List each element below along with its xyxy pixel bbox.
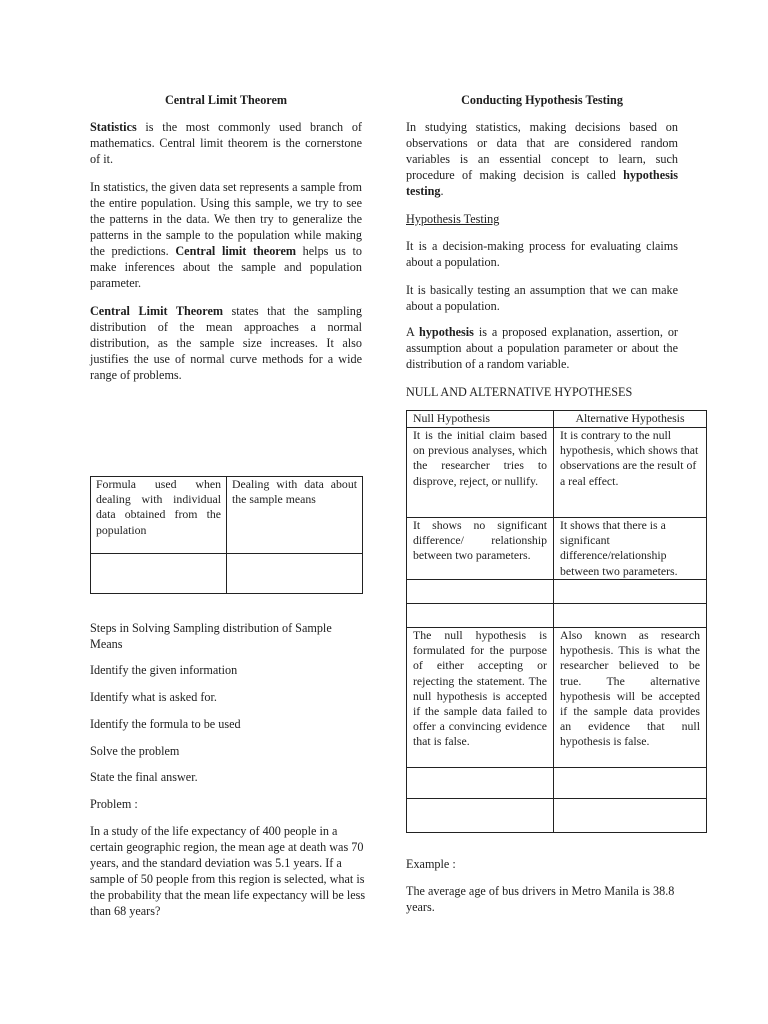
table-cell-null: The null hypothesis is formulated for the purpose of either accepting or rejecting the statement. The null hypothesis is accepted if the sample data failed to offer a convincing evidence that is false. [407,628,554,768]
table-cell-alternative [554,768,707,799]
step-item: Identify the given information [90,663,238,677]
step-item: Identify the formula to be used [90,717,241,731]
null-alt-heading: NULL AND ALTERNATIVE HYPOTHESES [406,385,633,399]
hypothesis-paragraph-4 [406,324,678,372]
table-cell-null: It shows no significant difference/ relationship between two parameters. [407,518,554,580]
hypothesis-paragraph-4-tail: is a proposed explanation, assertion, or assumption about a population parameter or about the distribution of a random variable. [406,325,678,371]
table-cell-alternative [554,604,707,628]
null-hypothesis-header: Null Hypothesis [407,411,554,428]
table-cell-null [407,580,554,604]
clt-title: Central Limit Theorem [164,93,288,107]
formula-table-cell [227,554,363,594]
hypothesis-paragraph-4-text: A [406,325,420,339]
clt-definition-term: Central Limit Theorem [90,304,224,318]
hypothesis-paragraph-1 [406,119,678,199]
clt-paragraph-1-text: is the most commonly used branch of mathematics. Central limit theorem is the cornerstone of it. [90,120,362,166]
clt-paragraph-3-text: states that the sampling distribution of the mean approaches a normal distribution, as the sample size increases. It also justifies the use of normal curve methods for a wide range of problems. [90,304,362,382]
hypothesis-testing-term: hypothesis testing [406,168,678,198]
problem-label: Problem : [90,797,138,811]
step-item: State the final answer. [90,770,198,784]
clt-term: Central limit theorem [175,244,297,258]
hypothesis-paragraph-2: It is a decision-making process for evaluating claims about a population. [406,239,678,269]
step-item: Solve the problem [90,744,180,758]
alternative-hypothesis-header: Alternative Hypothesis [554,411,707,428]
formula-table [90,476,363,594]
formula-table-header-population: Formula used when dealing with individual data obtained from the population [91,477,227,554]
example-text: The average age of bus drivers in Metro Manila is 38.8 years. [406,884,675,914]
table-cell-alternative [554,799,707,833]
formula-table-header-sample-means: Dealing with data about the sample means [227,477,363,554]
table-cell-null [407,799,554,833]
example-label: Example : [406,857,456,871]
step-item: Identify what is asked for. [90,690,217,704]
hypothesis-paragraph-1-text: In studying statistics, making decisions based on observations or data that are considered random variables is an essential concept to learn, such procedure of making decision is called [406,120,678,182]
statistics-term: Statistics [90,120,137,134]
formula-table-cell [91,554,227,594]
table-cell-alternative: It shows that there is a significant difference/relationship between two parameters. [554,518,707,580]
hypotheses-table [406,410,707,833]
problem-text: In a study of the life expectancy of 400 people in a certain geographic region, the mean age at death was 70 years, and the standard deviation was 5.1 years. If a sample of 50 people from this region is selected, what is the probability that the mean life expectancy will be less than 68 years? [90,824,366,918]
table-cell-null [407,768,554,799]
table-cell-alternative: It is contrary to the null hypothesis, which shows that observations are the result of a real effect. [554,428,707,518]
hypothesis-term: hypothesis [419,325,474,339]
hypothesis-paragraph-1-tail: . [440,184,444,198]
clt-paragraph-2-text: In statistics, the given data set represents a sample from the entire population. Using this sample, we try to see the patterns in the data. We then try to generalize the patterns in the sample to the population while making the predictions. [90,180,362,258]
table-cell-null [407,604,554,628]
clt-paragraph-1 [90,119,362,167]
hypothesis-paragraph-3: It is basically testing an assumption that we can make about a population. [406,283,678,313]
steps-title: Steps in Solving Sampling distribution of Sample Means [90,621,332,651]
hypothesis-testing-subheading: Hypothesis Testing [406,212,500,226]
clt-paragraph-3 [90,303,362,383]
clt-paragraph-2-tail: helps us to make inferences about the sample and population parameter. [90,244,362,290]
hypothesis-title: Conducting Hypothesis Testing [461,93,623,107]
table-cell-alternative: Also known as research hypothesis. This is what the researcher believed to be true. The alternative hypothesis will be accepted if the sample data provides an evidence that null hypothesis is false. [554,628,707,768]
table-cell-alternative [554,580,707,604]
clt-paragraph-2 [90,179,362,291]
table-cell-null: It is the initial claim based on previous analyses, which the researcher tries to disprove, reject, or nullify. [407,428,554,518]
